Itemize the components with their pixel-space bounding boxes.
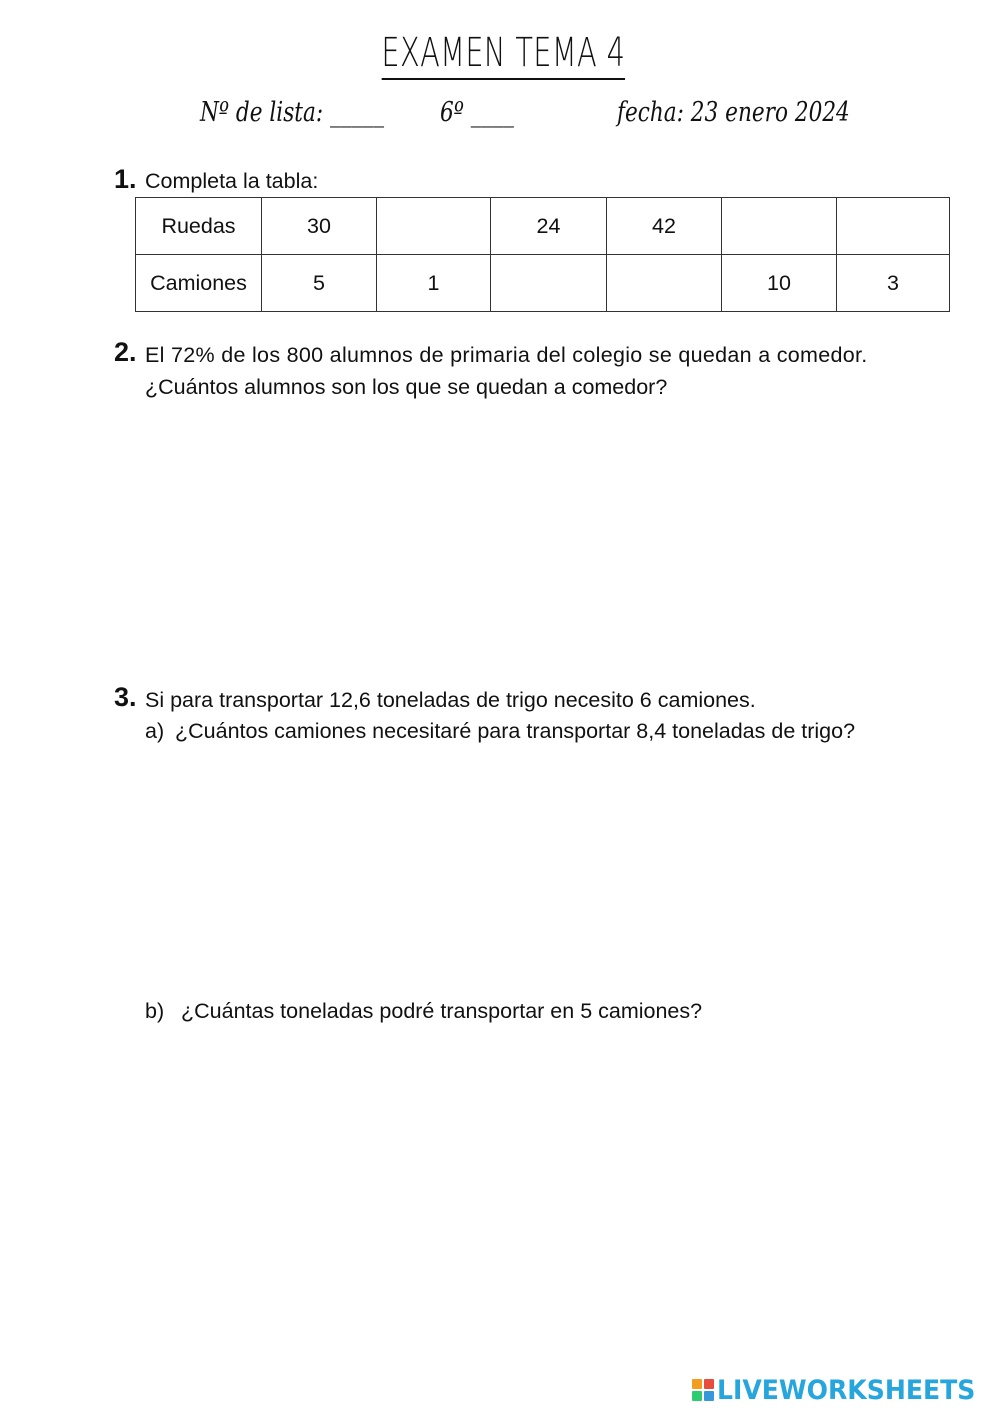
liveworksheets-logo: [692, 1374, 995, 1406]
proportion-table: [135, 197, 950, 312]
table-cell-blank[interactable]: [837, 198, 950, 255]
table-cell: 10: [722, 255, 837, 312]
exam-title-text: EXAMEN TEMA 4: [381, 30, 625, 80]
logo-grid-icon: [692, 1379, 714, 1401]
question-2-number: 2.: [114, 337, 137, 367]
logo-square: [704, 1391, 714, 1401]
question-3-number: 3.: [114, 682, 137, 712]
grade-field: 6º ____: [440, 97, 514, 128]
question-3b-label: b): [145, 999, 165, 1023]
question-1-number: 1.: [114, 164, 137, 194]
table-cell-blank[interactable]: [491, 255, 607, 312]
table-row-ruedas: [136, 198, 950, 255]
date-field: fecha: 23 enero 2024: [617, 97, 850, 128]
table-row-header: Camiones: [136, 255, 262, 312]
question-3-text: Si para transportar 12,6 toneladas de trigo necesito 6 camiones.: [145, 688, 756, 712]
logo-text: LIVEWORKSHEETS: [717, 1374, 976, 1406]
table-row-header: Ruedas: [136, 198, 262, 255]
logo-square: [692, 1379, 702, 1389]
table-cell-blank[interactable]: [377, 198, 491, 255]
table-cell: 24: [491, 198, 607, 255]
table-cell: 3: [837, 255, 950, 312]
question-2-line-1: El 72% de los 800 alumnos de primaria del colegio se quedan a comedor.: [145, 343, 868, 367]
list-number-field: Nº de lista: _____: [200, 97, 385, 128]
table-row-camiones: [136, 255, 950, 312]
question-1-text: Completa la tabla:: [145, 169, 319, 193]
question-3a-text: ¿Cuántos camiones necesitaré para transportar 8,4 toneladas de trigo?: [175, 719, 856, 743]
table-cell-blank[interactable]: [607, 255, 722, 312]
table-cell: 30: [262, 198, 377, 255]
table-cell: 42: [607, 198, 722, 255]
table-cell-blank[interactable]: [722, 198, 837, 255]
question-2-line-2: ¿Cuántos alumnos son los que se quedan a comedor?: [145, 375, 668, 399]
logo-square: [704, 1379, 714, 1389]
question-3a-label: a): [145, 719, 165, 743]
exam-title: [143, 30, 863, 76]
table-cell: 1: [377, 255, 491, 312]
logo-square: [692, 1391, 702, 1401]
question-3b-text: ¿Cuántas toneladas podré transportar en 5 camiones?: [181, 999, 703, 1023]
table-cell: 5: [262, 255, 377, 312]
